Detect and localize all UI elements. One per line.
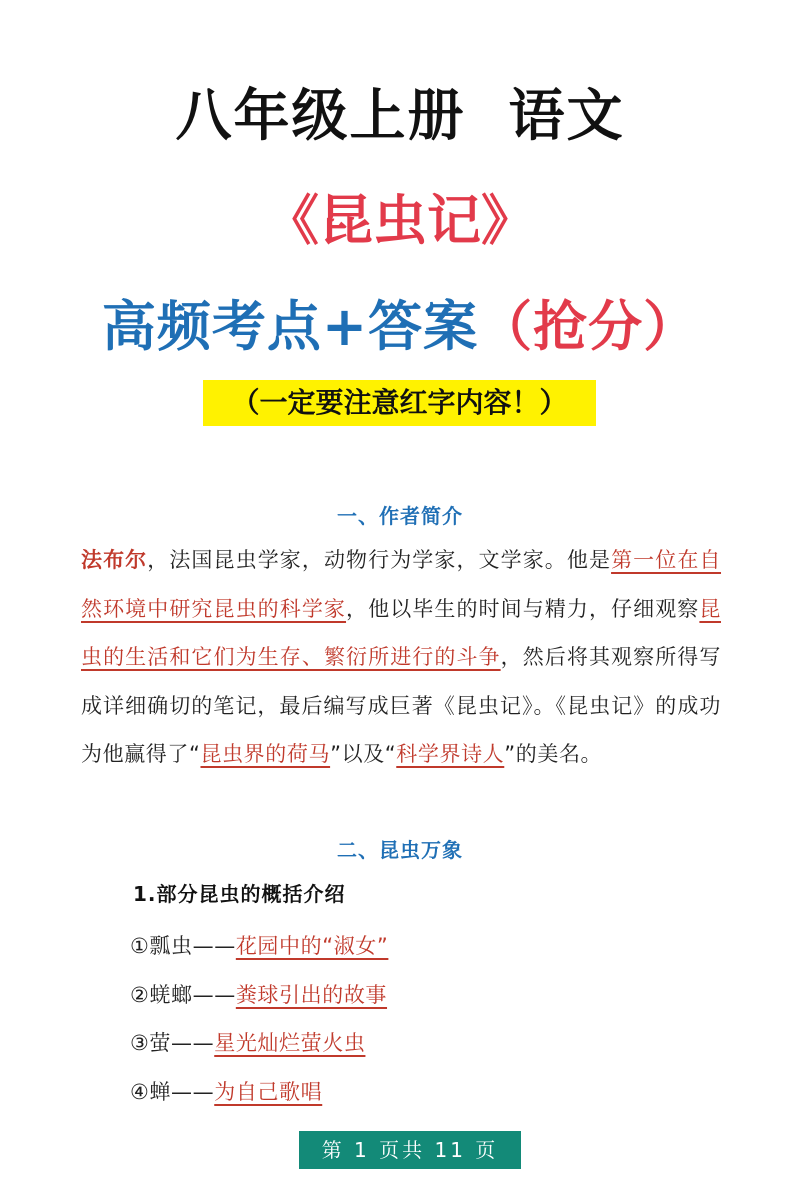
- text-segment: ，法国昆虫学家，动物行为学家，文学家。他是: [147, 548, 612, 572]
- book-title: 《昆虫记》: [265, 189, 535, 252]
- subtitle: [0, 284, 800, 361]
- document-title: 八年级上册 语文: [175, 84, 625, 149]
- text-segment: ”以及“: [330, 742, 397, 766]
- section-heading-insects: 二、昆虫万象: [337, 838, 463, 862]
- item-answer: 粪球引出的故事: [235, 982, 388, 1007]
- subtitle-red: （抢分）: [478, 295, 699, 358]
- item-prefix: ③萤——: [130, 1031, 215, 1055]
- list-item: [130, 1019, 690, 1068]
- item-prefix: ④蝉——: [130, 1079, 215, 1104]
- highlight-text: 昆虫界的荷马: [200, 742, 331, 766]
- subtitle-blue: 高频考点+答案: [101, 295, 479, 358]
- author-paragraph: [81, 536, 721, 779]
- author-name: 法布尔: [81, 548, 148, 572]
- text-segment: ，他以毕生的时间与精力，仔细观察: [346, 596, 700, 621]
- insect-list: [130, 922, 690, 1116]
- highlight-text: 科学界诗人: [396, 742, 505, 766]
- notice-banner: （一定要注意红字内容！）: [203, 380, 596, 426]
- list-item: [130, 1068, 690, 1117]
- highlight-text: 第一位在自然环境中研究昆虫的科学家: [81, 548, 722, 621]
- list-item: [130, 922, 690, 971]
- text-segment: ”的美名。: [504, 742, 603, 766]
- item-answer: 为自己歌唱: [214, 1079, 323, 1104]
- page-indicator: 第 1 页共 11 页: [299, 1131, 521, 1169]
- list-item: [130, 971, 690, 1020]
- item-answer: 星光灿烂萤火虫: [214, 1031, 366, 1055]
- item-prefix: ①瓢虫——: [130, 934, 236, 958]
- item-answer: 花园中的“淑女”: [235, 934, 389, 958]
- highlight-text: 昆虫的生活和它们为生存、繁衍所进行的斗争: [81, 596, 721, 669]
- section-heading-author: 一、作者简介: [337, 504, 463, 528]
- text-segment: ，然后将其观察所得写成详细确切的笔记，最后编写成巨著《昆虫记》。《昆虫记》的成功为他赢得了“: [81, 645, 721, 766]
- item-prefix: ②蜣螂——: [130, 982, 236, 1007]
- subsection-heading: 1.部分昆虫的概括介绍: [133, 882, 346, 906]
